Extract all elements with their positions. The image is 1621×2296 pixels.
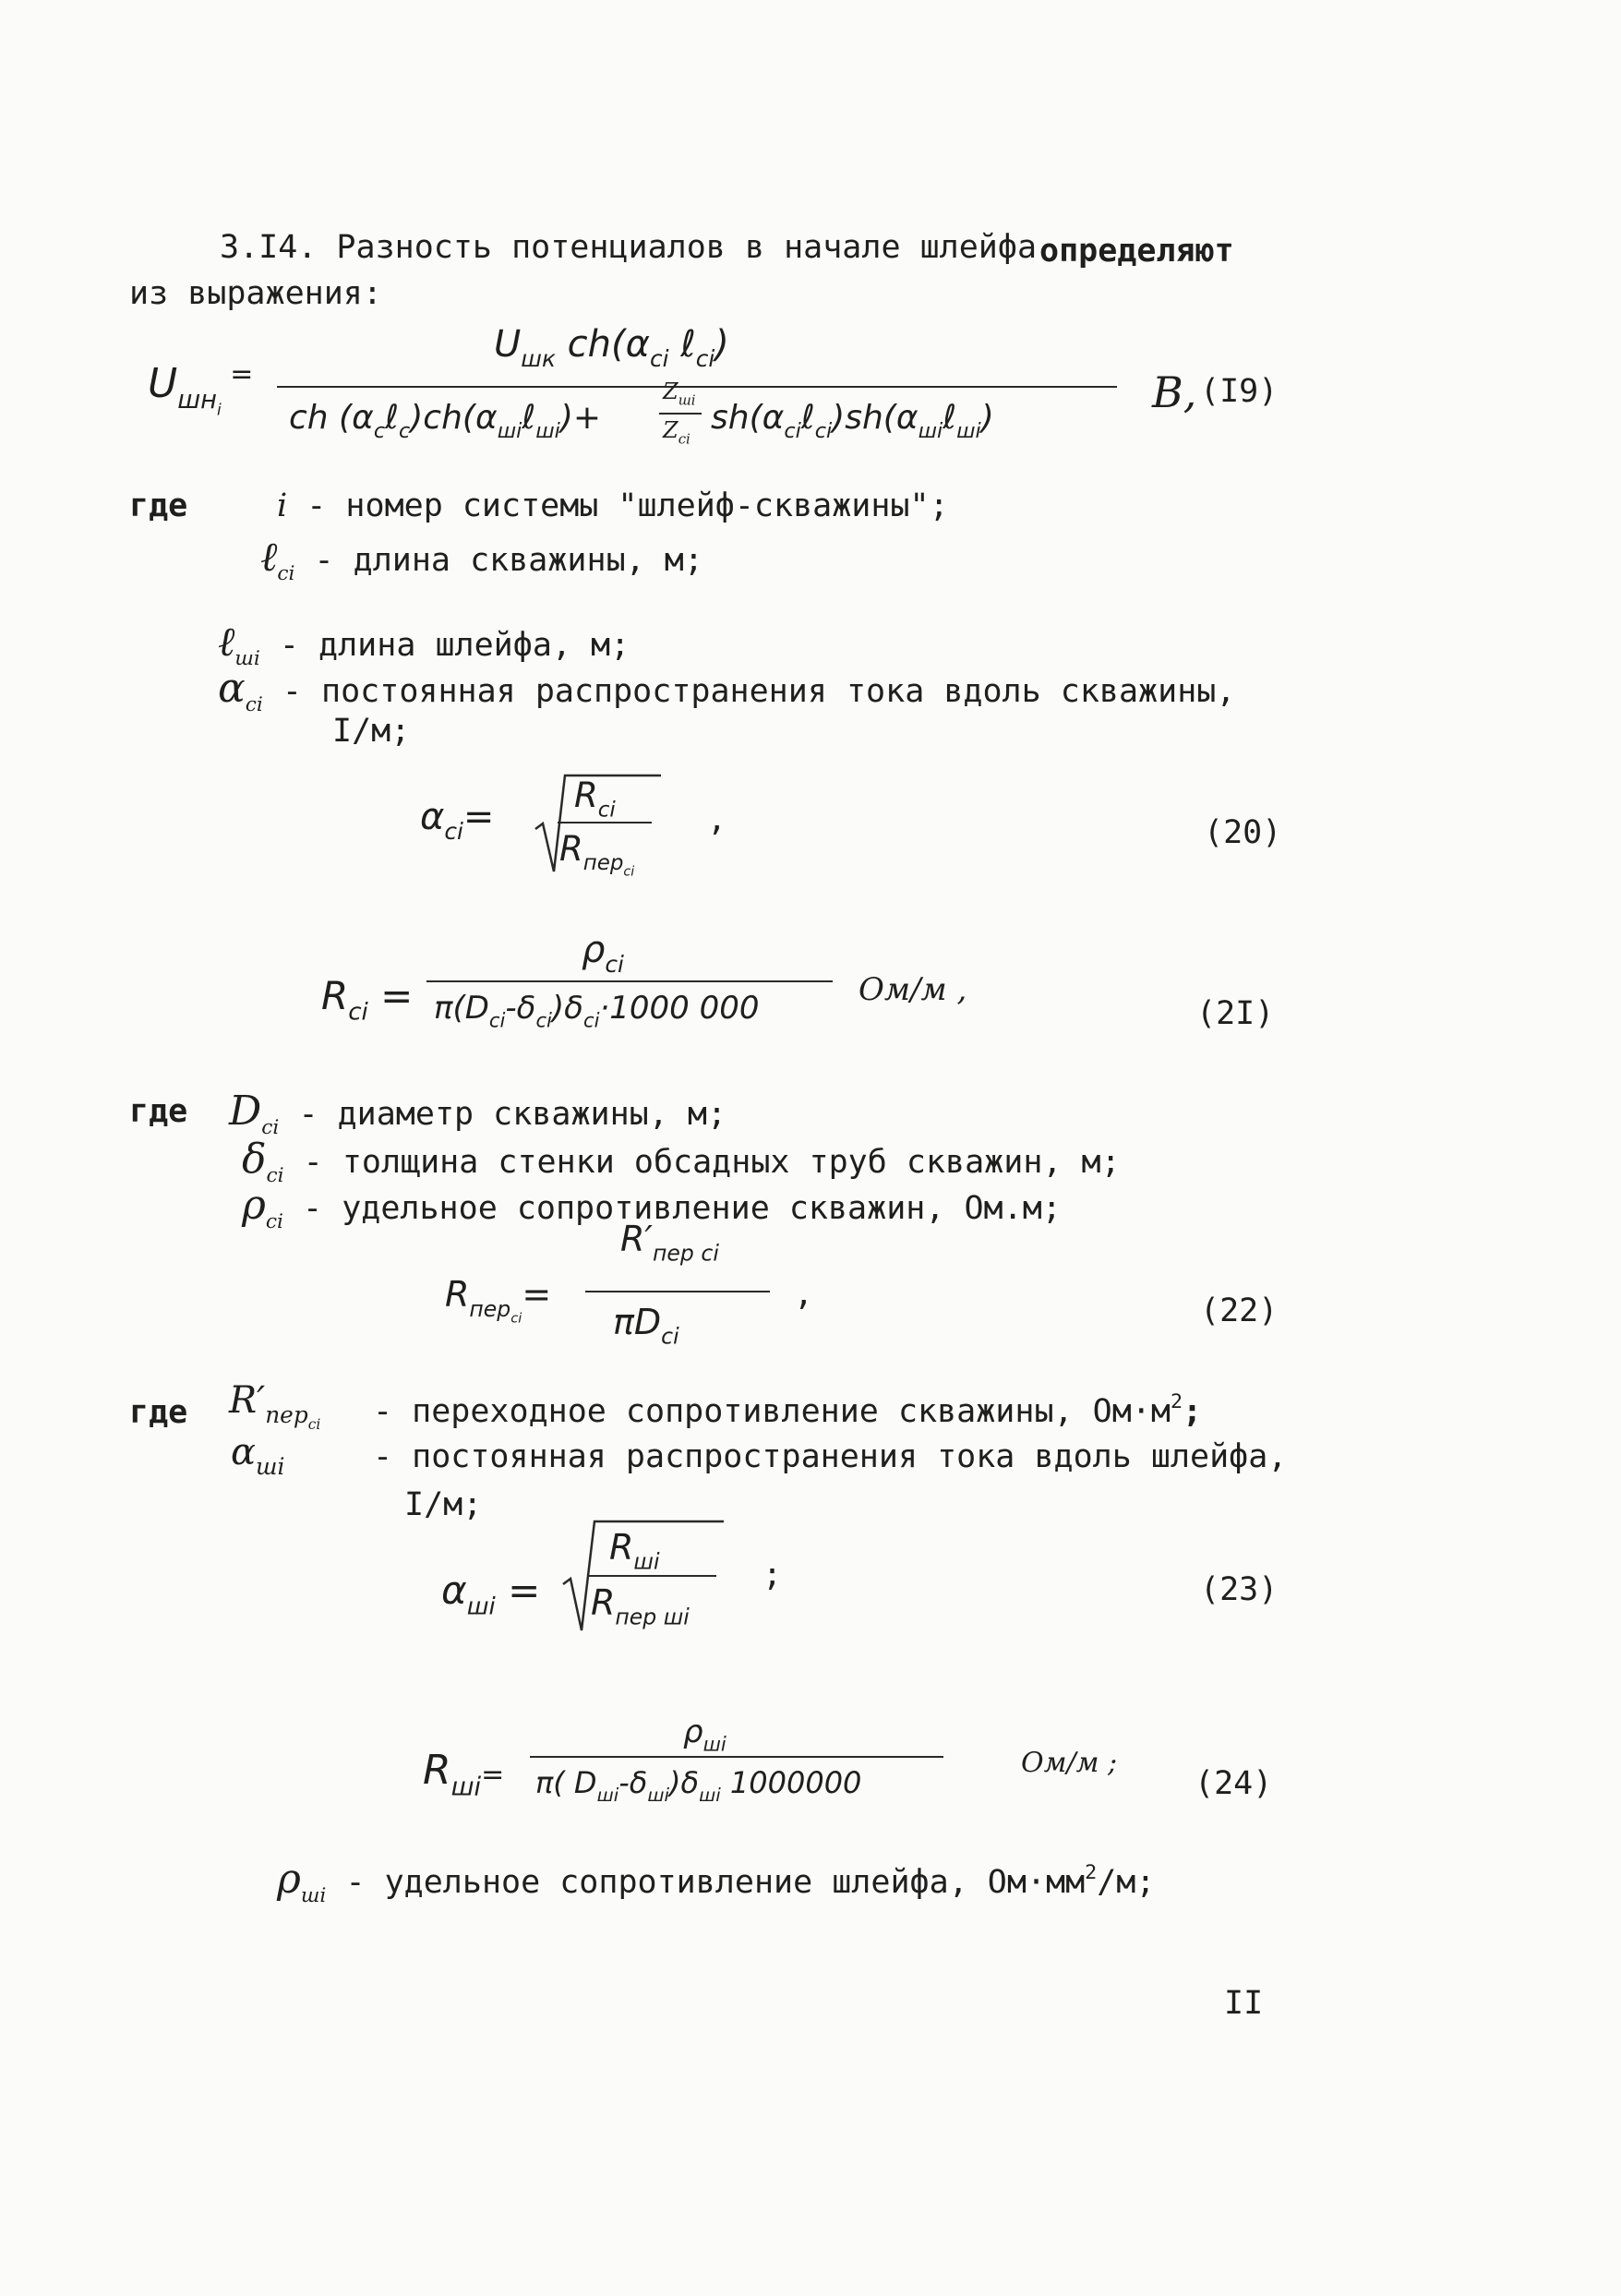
eq24-number: (24) [1195,1765,1273,1802]
eq23-num: $R_{шi}$ [609,1527,660,1575]
eq21-unit: Ом/м , [859,971,967,1008]
eq24-fraction-bar [530,1756,943,1758]
defs3-sym-rper: $R'_{пер_{ci}}$ [229,1379,321,1434]
eq19-numerator: $U_{шк}$ $ch(\alpha_{ci}$ ℓ$_{ci}$) [494,323,729,373]
eq24-den: π( $D_{шi}-\delta_{шi})\delta_{шi}$ 1000000 [535,1765,862,1806]
defs1-cont: I/м; [332,713,411,750]
eq21-fraction-bar [426,980,833,982]
defs1-label: где [129,487,188,524]
eq22-num: $R'_{пер ci}$ [620,1219,719,1267]
def-text: - постоянная распространения тока вдоль скважины, [282,673,1236,710]
eq19-inner-fraction-bottom: $Z_{ci}$ [663,417,690,448]
eq22-tail: , [794,1276,814,1313]
defs1-item-lshi: ℓ$_{шi}$ - длина шлейфа, м; [218,619,630,670]
defs2-item-deltaci: $\delta_{ci}$ - толщина стенки обсадных труб скважин, м; [242,1136,1121,1187]
eq22-number: (22) [1200,1292,1279,1329]
eq21-lhs: $R_{ci}$ = [321,973,414,1027]
eq20-lhs: $\alpha_{ci}=$ [420,796,495,846]
eq24-num: $\rho_{шi}$ [683,1713,726,1756]
defs3-sym-alphashi: $\alpha_{шi}$ [231,1431,285,1481]
eq19-unit: B, [1152,367,1197,417]
def-symbol: i [277,487,288,524]
eq23-fraction-bar [587,1575,716,1577]
eq20-den: $R_{пер_{ci}}$ [559,829,635,880]
eq24-lhs: $R_{шi}=$ [423,1747,505,1802]
defs3-item-alphashi-text: - постоянная распространения тока вдоль шлейфа, [373,1438,1288,1475]
eq20-fraction-bar [558,822,652,823]
eq20-tail: , [707,801,727,838]
eq20-number: (20) [1204,814,1282,851]
eq22-den: $\pi D_{ci}$ [613,1302,679,1350]
eq21-den: $\pi(D_{ci}-\delta_{ci})\delta_{ci}\cdot 1000$ 000 [434,990,760,1032]
defs3-item-rper-text: - переходное сопротивление скважины, $Ом\cdot м^2$; [373,1390,1203,1431]
eq19-inner-fraction-bar [659,413,702,415]
paragraph-line-1 [220,229,1037,266]
def-text: - толщина стенки обсадных труб скважин, м; [303,1144,1121,1181]
defs1-item-i [277,487,949,524]
eq23-den: $R_{пер шi}$ [591,1582,690,1630]
def-text: - диаметр скважины, м; [298,1096,727,1133]
eq23-tail: ; [762,1557,783,1593]
page-number: II [1224,1985,1264,2022]
eq19-lhs: $U_{шн_i}$ = [148,358,254,419]
defs3-cont: I/м; [404,1486,483,1523]
eq22-fraction-bar [585,1291,770,1292]
defs3-label: где [129,1394,188,1431]
def-text: - удельное сопротивление скважин, Ом.м; [303,1190,1062,1227]
definitions-4: $\rho_{шi}$ - удельное сопротивление шлейфа, $Ом\cdot мм^2/м$; [277,1856,1156,1907]
eq19-inner-fraction-top: $Z_{шi}$ [663,379,696,409]
def-text: - переходное сопротивление скважины, Ом·м [373,1393,1171,1431]
eq20-num: $R_{ci}$ [574,775,616,823]
defs2-item-dci: $D_{ci}$ - диаметр скважины, м; [229,1088,727,1139]
def-symbol: ρ [277,1856,301,1903]
def-text: - удельное сопротивление шлейфа, Ом·мм [345,1864,1086,1901]
defs1-item-lci: ℓ$_{ci}$ - длина скважины, м; [260,534,703,585]
eq21-number: (2I) [1196,995,1275,1032]
eq23-lhs: $\alpha_{шi}$ = [441,1568,541,1621]
def-text: - длина скважины, м; [314,542,703,579]
eq23-number: (23) [1200,1571,1279,1608]
eq21-num: $\rho_{ci}$ [582,929,624,979]
paragraph-line-1-end: определяют [1039,233,1234,270]
paragraph-text: 3.I4. Разность потенциалов в начале шлейфа [220,229,1038,266]
def-text: - длина шлейфа, м; [279,627,630,664]
paragraph-line-2: из выражения: [129,275,382,312]
defs2-item-rhoci: $\rho_{ci}$ - удельное сопротивление скважин, Ом.м; [242,1182,1062,1233]
def-text: - номер системы "шлейф-скважины"; [306,487,949,524]
eq19-number: (I9) [1200,373,1279,410]
eq19-denominator: ch $(\alpha_c\ell_c)ch(\alpha_{шi}\ell_{шi})+$ [289,399,602,444]
eq19-denominator-tail: $sh(\alpha_{ci}\ell_{ci})sh(\alpha_{шi}\ell_{шi})$ [711,399,994,444]
defs1-item-alphaci: $\alpha_{ci}$ - постоянная распространения тока вдоль скважины, [218,665,1236,716]
eq24-unit: Ом/м ; [1021,1747,1118,1779]
defs2-label: где [129,1093,188,1130]
eq22-lhs: $R_{пер_{ci}}=$ [445,1274,552,1327]
eq19-fraction-bar [277,386,1117,388]
